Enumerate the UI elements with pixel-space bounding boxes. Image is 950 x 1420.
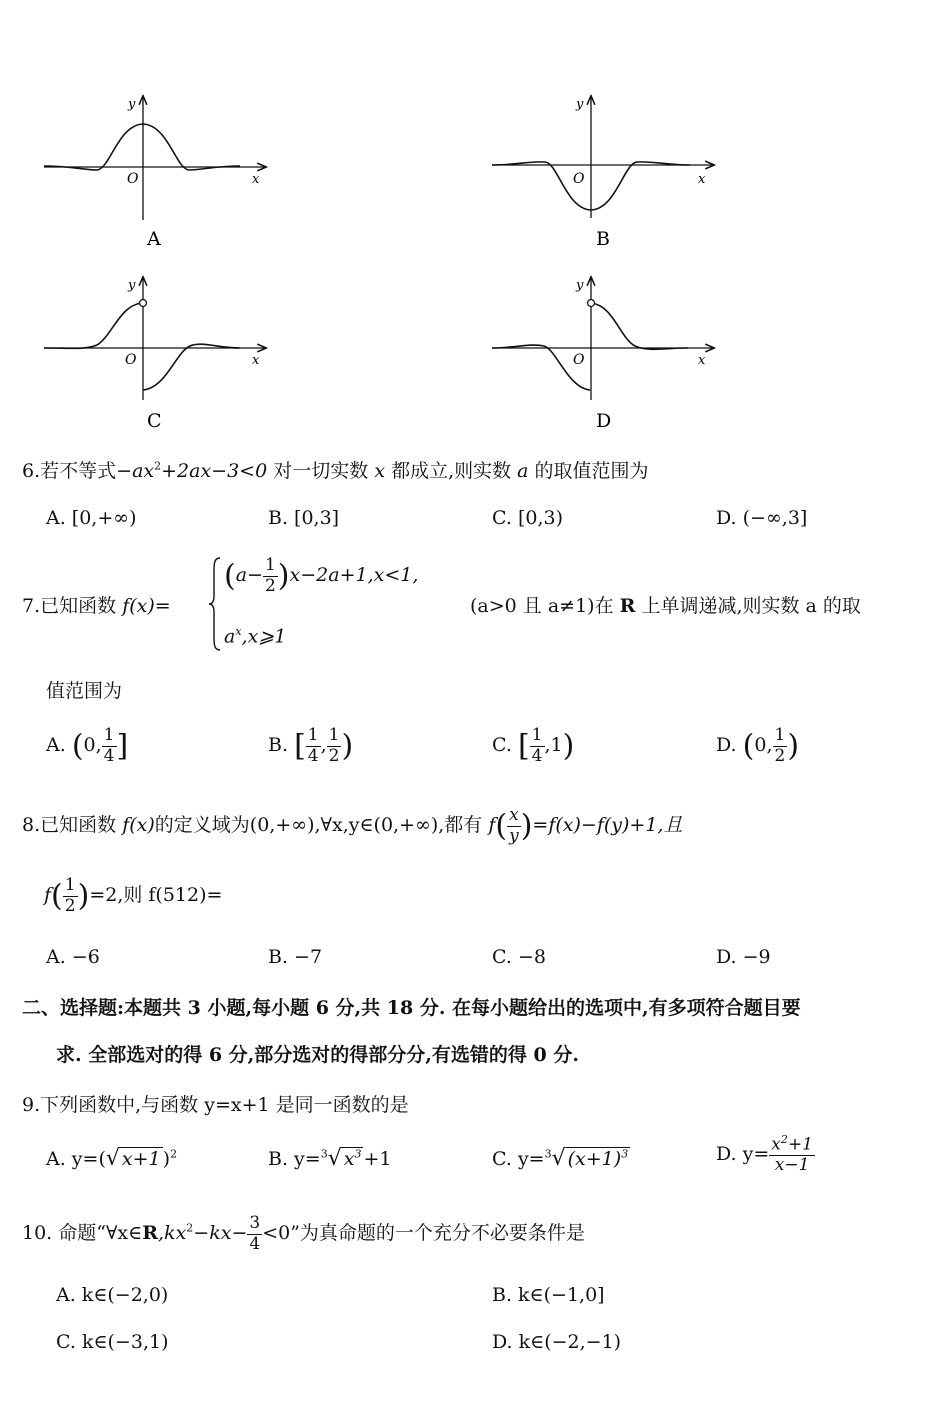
question-9: 9.下列函数中,与函数 y=x+1 是同一函数的是: [22, 1094, 409, 1116]
graph-d-open-point: [588, 300, 595, 307]
q6-number: 6.: [22, 460, 41, 482]
q8-line2: f( $\frac{1}{2}$ )=2,则 f(512)=: [44, 875, 223, 916]
q7-case2-b: ,x⩾1: [241, 625, 287, 648]
q7-R: R: [619, 595, 636, 617]
question-10: 10. 命题“$\forall x\in R,kx^2-kx-$ $\frac{3}{4}$ <0”为真命题的一个充分不必要条件是: [22, 1213, 585, 1254]
graph-label-d: D: [596, 410, 612, 432]
graphs-figure: [0, 0, 950, 440]
q7-label: [22, 591, 171, 618]
graph-c-open-point: [140, 300, 147, 307]
q7-option-b[interactable]: B. [ $\frac{1}{4}$ , $\frac{1}{2}$ ): [268, 725, 354, 766]
q8-option-b[interactable]: B. −7: [268, 946, 323, 968]
q7-case-1: (a− $\frac{1}{2}$ )x−2a+1,x<1,: [224, 555, 419, 596]
graph-c-curve-left: [44, 303, 142, 348]
q8-option-c[interactable]: C. −8: [492, 946, 546, 968]
q7-half-n: 1: [264, 555, 276, 575]
q8-prefix: 已知函数: [40, 814, 117, 837]
q6-option-d[interactable]: D. (−∞,3]: [716, 507, 808, 529]
q10-option-a[interactable]: A. k∈(−2,0): [56, 1284, 169, 1306]
q7-option-a[interactable]: A. (0, $\frac{1}{4}$ ]: [46, 725, 129, 766]
q6-prefix: 若不等式: [40, 460, 117, 482]
question-8: 8.已知函数 f(x)的定义域为(0,+∞),∀x,y∈(0,+∞),都有 f( $\frac{x}{y}$ )=f(x)−f(y)+1,且: [22, 805, 683, 846]
q7-option-c[interactable]: C. [ $\frac{1}{4}$ ,1): [492, 725, 575, 766]
q7-condition-text: (a>0 且 a≠1)在: [470, 595, 614, 617]
graph-c-x-label: x: [252, 353, 260, 368]
graph-d-y-label: y: [576, 278, 584, 293]
graph-c: [44, 278, 265, 400]
q6-mid2: 都成立,则实数: [391, 460, 512, 482]
q6-mid: 对一切实数: [273, 460, 369, 482]
q6-option-a[interactable]: A. [0,+∞): [46, 507, 137, 529]
q8-number: 8.: [22, 814, 41, 837]
q8-frac-d: y: [509, 825, 519, 846]
q7-option-d[interactable]: D. (0, $\frac{1}{2}$ ): [716, 725, 800, 766]
graph-label-c: C: [147, 410, 162, 432]
graph-b: [492, 97, 713, 218]
graph-c-origin: O: [125, 352, 137, 368]
graph-a-curve: [44, 124, 240, 170]
graph-c-curve-right: [143, 344, 240, 390]
q8-f: f: [488, 814, 496, 837]
q7-case-2: [224, 625, 286, 647]
graph-d-curve-right: [591, 303, 688, 349]
graph-c-y-label: y: [128, 278, 136, 293]
q7-case2: a: [224, 625, 236, 648]
graph-b-y-label: y: [576, 97, 584, 112]
q8-option-a[interactable]: A. −6: [46, 946, 100, 968]
q7-half-d: 2: [264, 575, 276, 596]
graph-label-b: B: [596, 228, 610, 250]
q8-domain: 的定义域为(0,+∞),∀x,y∈(0,+∞),都有: [154, 814, 483, 837]
q6-option-c[interactable]: C. [0,3): [492, 507, 563, 529]
q10-option-b[interactable]: B. k∈(−1,0]: [492, 1284, 605, 1306]
q6-expr-b: +2ax−3<0: [161, 460, 268, 482]
q6-option-b[interactable]: B. [0,3]: [268, 507, 340, 529]
graph-d: [492, 278, 713, 400]
q6-suffix: 的取值范围为: [534, 460, 649, 482]
q7-condition: [470, 591, 861, 618]
q6-var-a: a: [517, 460, 529, 482]
q6-var-x: x: [374, 460, 386, 482]
q7-line2: 值范围为: [46, 680, 123, 702]
graph-a: [44, 97, 265, 220]
q7-number: 7.: [22, 595, 41, 617]
q7-fx: f(x)=: [122, 595, 171, 617]
q7-case2-sup: x: [235, 625, 242, 638]
q7-prefix: 已知函数: [40, 595, 117, 617]
q7-suffix: 上单调递减,则实数 a 的取: [641, 595, 861, 617]
q8-fx: f(x): [122, 814, 155, 837]
q7-brace: [208, 556, 222, 652]
graph-a-y-label: y: [128, 97, 136, 112]
q8-line2-rhs: =2,则 f(512)=: [89, 884, 223, 907]
q9-option-c[interactable]: C. y=$^3$√ $(x+1)^3$: [492, 1146, 629, 1171]
graph-b-x-label: x: [698, 172, 706, 187]
q8-rhs: =f(x)−f(y)+1,且: [532, 814, 683, 837]
section2-heading-line1: 二、选择题:本题共 3 小题,每小题 6 分,共 18 分. 在每小题给出的选项中,有多项符合题目要: [22, 997, 801, 1019]
graph-a-origin: O: [127, 171, 139, 187]
q6-expr-a: −ax: [116, 460, 155, 482]
graph-a-x-label: x: [252, 172, 260, 187]
q9-option-b[interactable]: B. y=$^3$√ $x^3 +1$: [268, 1146, 392, 1171]
graph-label-a: A: [147, 228, 161, 250]
q8-option-d[interactable]: D. −9: [716, 946, 771, 968]
graph-d-x-label: x: [698, 353, 706, 368]
q10-option-c[interactable]: C. k∈(−3,1): [56, 1331, 169, 1353]
graph-b-origin: O: [573, 171, 585, 187]
section2-heading-line2: 求. 全部选对的得 6 分,部分选对的得部分分,有选错的得 0 分.: [56, 1044, 579, 1066]
graph-d-origin: O: [573, 352, 585, 368]
q9-option-d[interactable]: D. y= $\frac{x^2+1}{x-1}$: [716, 1133, 813, 1176]
q9-option-a[interactable]: A. y=(√ x+1 )$^2$: [46, 1146, 178, 1171]
q7-case1-b: x−2a+1,x<1,: [289, 564, 419, 587]
q7-case1-a: a−: [235, 564, 263, 587]
question-6: 6.若不等式$-ax^2+2ax-3<0$ 对一切实数 x 都成立,则实数 a 的取值范围为: [22, 459, 649, 482]
q10-option-d[interactable]: D. k∈(−2,−1): [492, 1331, 622, 1353]
q8-frac-n: x: [507, 806, 521, 827]
